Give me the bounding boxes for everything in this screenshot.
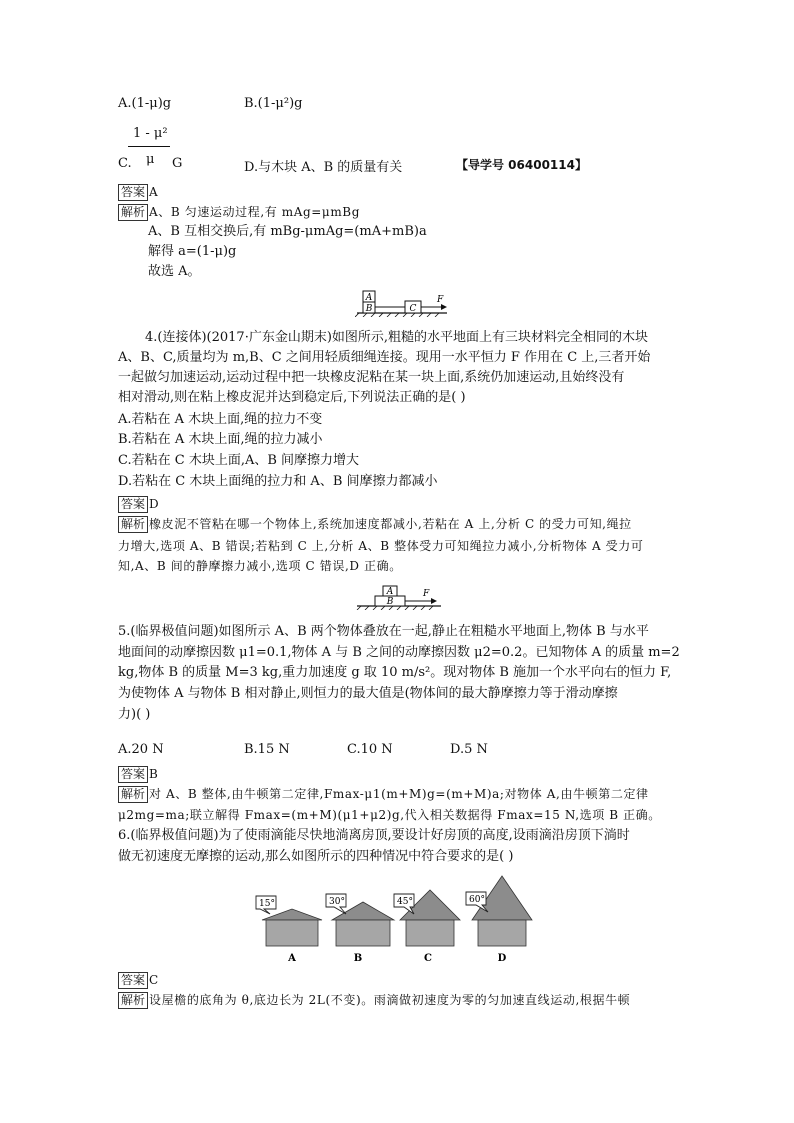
q6-stem-line-2: 做无初速度无摩擦的运动,那么如图所示的四种情况中符合要求的是( ) (118, 849, 514, 864)
label-a: A (365, 293, 373, 303)
house-b (326, 894, 394, 964)
guide-number: 【导学号 06400114】 (456, 158, 587, 172)
q5-stem-line-5: 力)( ) (118, 707, 151, 722)
q3-answer (118, 182, 158, 203)
q4-stem-line-1: 4.(连接体)(2017·广东金山期末)如图所示,粗糙的水平地面上有三块材料完全相同的木块 (145, 330, 649, 345)
analysis-tag: 解析 (118, 992, 148, 1009)
q3-option-c-g: G (172, 156, 183, 171)
label-b: B (386, 597, 394, 607)
label-f: F (423, 589, 430, 599)
fraction-bar (128, 146, 170, 147)
answer-tag: 答案 (118, 766, 148, 783)
q6-answer (118, 970, 158, 991)
q6-houses-figure (250, 870, 550, 966)
q4-answer (118, 494, 159, 515)
answer-tag: 答案 (118, 972, 148, 989)
label-b: B (365, 304, 373, 314)
q5-stem-line-3: kg,物体 B 的质量 M=3 kg,重力加速度 g 取 10 m/s²。现对物体 B 施加一个水平向右的恒力 F, (118, 665, 672, 680)
q3-analysis-line-2: A、B 互相交换后,有 mBg-μmAg=(mA+mB)a (148, 224, 427, 239)
q4-analysis-line-2: 力增大,选项 A、B 错误;若粘到 C 上,分析 A、B 整体受力可知绳拉力减小,分析物体 A 受力可 (118, 539, 644, 553)
q5-option-d: D.5 N (450, 742, 488, 757)
label-c: C (409, 304, 417, 314)
angle-label-c: 45° (397, 897, 413, 907)
q5-stem-line-4: 为使物体 A 与物体 B 相对静止,则恒力的最大值是(物体间的最大静摩擦力等于滑动摩擦 (118, 686, 618, 701)
q4-option-c: C.若粘在 C 木块上面,A、B 间摩擦力增大 (118, 453, 360, 468)
angle-label-b: 30° (329, 897, 345, 907)
q4-option-b: B.若粘在 A 木块上面,绳的拉力减小 (118, 432, 323, 447)
answer-value: C (149, 973, 159, 987)
q5-option-c: C.10 N (347, 742, 393, 757)
q4-analysis (118, 514, 632, 535)
q3-option-c-denominator: μ (146, 152, 155, 167)
q5-analysis (118, 784, 649, 805)
q3-option-b: B.(1-μ²)g (244, 96, 303, 111)
house-d (466, 876, 532, 964)
q5-stem-line-1: 5.(临界极值问题)如图所示 A、B 两个物体叠放在一起,静止在粗糙水平地面上,物体 B 与水平 (118, 624, 649, 639)
house-label-c: C (424, 953, 432, 964)
q3-option-d: D.与木块 A、B 的质量有关 (244, 160, 403, 175)
q6-analysis-line-1: 设屋檐的底角为 θ,底边长为 2L(不变)。雨滴做初速度为零的匀加速直线运动,根据牛顿 (149, 993, 631, 1007)
answer-value: D (149, 497, 159, 511)
q4-stem-line-4: 相对滑动,则在粘上橡皮泥并达到稳定后,下列说法正确的是( ) (118, 390, 466, 405)
q3-option-c-numerator: 1 - μ² (133, 126, 168, 141)
q4-stem-line-2: A、B、C,质量均为 m,B、C 之间用轻质细绳连接。现用一水平恒力 F 作用在 C 上,三者开始 (118, 350, 651, 365)
q5-option-a: A.20 N (118, 742, 164, 757)
analysis-tag: 解析 (118, 786, 148, 803)
angle-label-a: 15° (259, 899, 275, 909)
q4-stem-line-3: 一起做匀加速运动,运动过程中把一块橡皮泥粘在某一块上面,系统仍加速运动,且始终没有 (118, 370, 625, 385)
analysis-tag: 解析 (118, 516, 148, 533)
q6-stem-line-1: 6.(临界极值问题)为了使雨滴能尽快地淌离房顶,要设计好房顶的高度,设雨滴沿房顶下淌时 (118, 828, 630, 843)
q6-analysis (118, 990, 630, 1011)
q3-analysis-line-3: 解得 a=(1-μ)g (148, 244, 237, 259)
q3-option-c-label: C. (118, 156, 132, 171)
q3-option-a: A.(1-μ)g (118, 96, 172, 111)
q4-analysis-line-1: 橡皮泥不管粘在哪一个物体上,系统加速度都减小,若粘在 A 上,分析 C 的受力可知,绳拉 (149, 517, 632, 531)
q3-analysis-line-1: A、B 匀速运动过程,有 mAg=μmBg (149, 205, 361, 219)
q4-option-a: A.若粘在 A 木块上面,绳的拉力不变 (118, 412, 323, 427)
q3-analysis (118, 202, 360, 223)
q3-analysis-line-4: 故选 A。 (148, 264, 201, 279)
house-a (256, 896, 322, 964)
arrow-head (431, 598, 437, 604)
answer-value: B (149, 767, 158, 781)
q5-blocks-figure (355, 582, 445, 610)
q5-analysis-line-1: 对 A、B 整体,由牛顿第二定律,Fmax-μ1(m+M)g=(m+M)a;对物体 A,由牛顿第二定律 (149, 787, 649, 801)
angle-label-d: 60° (469, 895, 485, 905)
analysis-tag: 解析 (118, 204, 148, 221)
house-label-a: A (288, 953, 296, 964)
q5-stem-line-2: 地面间的动摩擦因数 μ1=0.1,物体 A 与 B 之间的动摩擦因数 μ2=0.2。已知物体 A 的质量 m=2 (118, 645, 680, 660)
q5-analysis-line-2: μ2mg=ma;联立解得 Fmax=(m+M)(μ1+μ2)g,代入相关数据得 Fmax=15 N,选项 B 正确。 (118, 808, 661, 822)
label-f: F (437, 295, 444, 305)
answer-value: A (149, 185, 158, 199)
label-a: A (386, 587, 394, 597)
house-label-b: B (353, 953, 363, 964)
house-c (394, 890, 460, 964)
q4-option-d: D.若粘在 C 木块上面绳的拉力和 A、B 间摩擦力都减小 (118, 474, 438, 489)
answer-tag: 答案 (118, 184, 148, 201)
q5-answer (118, 764, 158, 785)
q5-option-b: B.15 N (244, 742, 290, 757)
q4-blocks-figure (355, 287, 455, 317)
answer-tag: 答案 (118, 496, 148, 513)
house-label-d: D (497, 953, 507, 964)
q4-analysis-line-3: 知,A、B 间的静摩擦力减小,选项 C 错误,D 正确。 (118, 559, 402, 573)
